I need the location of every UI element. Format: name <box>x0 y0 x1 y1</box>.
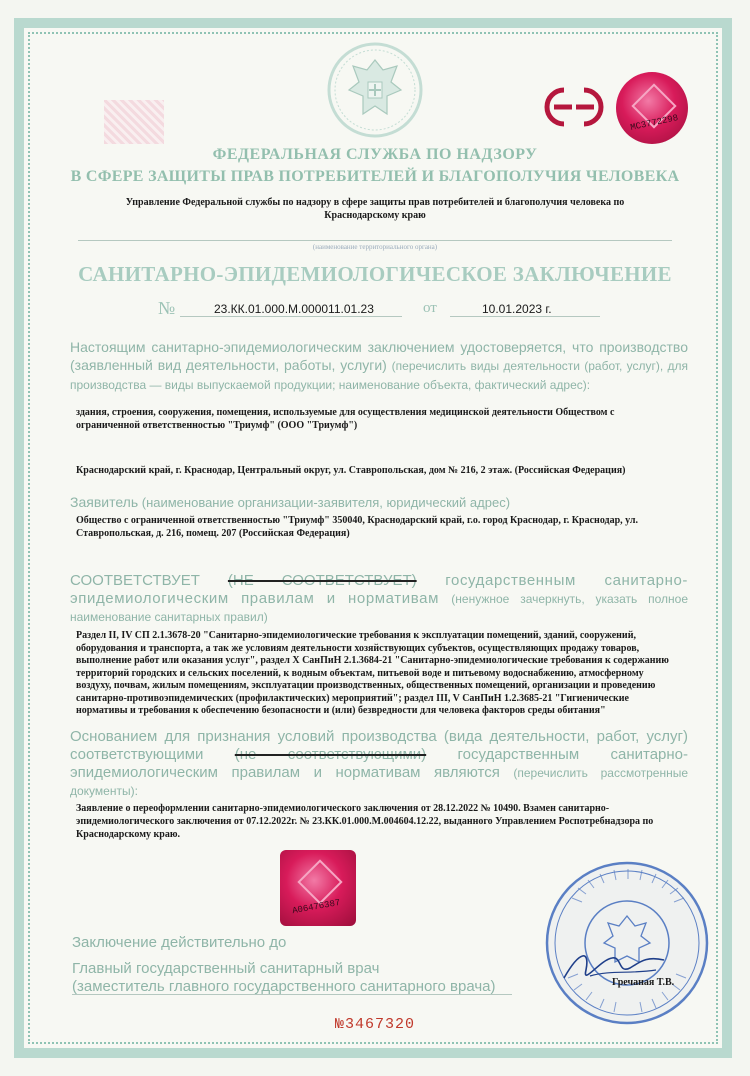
hologram-number: МС3772298 <box>629 113 680 133</box>
basis-statement <box>70 728 688 800</box>
form-serial-number: №3467320 <box>334 1016 415 1033</box>
valid-until-label: Заключение действительно до <box>72 934 287 951</box>
hologram-number-bottom: А06476387 <box>291 897 342 917</box>
signer-name: Гречаная Т.В. <box>612 977 675 988</box>
coat-of-arms-emblem <box>325 40 425 140</box>
intro-note: (перечислить виды деятельности (работ, услуг), для производства — виды выпускаемой продукции; наименование объекта, фактический адрес): <box>70 359 688 392</box>
number-label: № <box>158 298 176 318</box>
territorial-authority: Управление Федеральной службы по надзору в сфере защиты прав потребителей и благополучия человека по Краснодарскому краю <box>125 197 625 221</box>
compliance-statement <box>70 572 688 626</box>
deputy-doctor-title: (заместитель главного государственного санитарного врача) <box>72 978 496 995</box>
document-number: 23.КК.01.000.М.000011.01.23 <box>214 302 374 316</box>
applicant-value: Общество с ограниченной ответственностью "Триумф" 350040, Краснодарский край, г.о. город Краснодар, г. Краснодар, ул. Ставропольская, д. 216, помещ. 207 (Российская Федерация) <box>76 515 639 539</box>
basis-documents: Заявление о переоформлении санитарно-эпидемиологического заключения от 28.12.2022 № 10490. Взамен санитарно-эпидемиологического заключения от 07.12.2022г. № 23.КК.01.000.М.004604.12.22, выданного Управлением Роспотребнадзора по Краснодарскому краю. <box>76 803 654 840</box>
eac-mark-icon <box>540 84 608 130</box>
hologram-seal-top <box>616 72 688 144</box>
decorative-pattern <box>104 100 164 144</box>
object-description: здания, строения, сооружения, помещения, используемые для осуществления медицинской деятельности Обществом с ограниченной ответственностью "Триумф" (ООО "Триумф") <box>76 407 615 431</box>
basis-struck: (не соответствующими) <box>234 746 427 763</box>
basis-text2: государственным санитарно-эпидемиологическим правилам и нормативам являются <box>70 746 688 781</box>
applicant-heading <box>70 494 510 510</box>
date-label: от <box>423 300 437 316</box>
compliance-word: СООТВЕТСТВУЕТ <box>70 572 228 589</box>
sanitary-rules: Раздел II, IV СП 2.1.3678-20 "Санитарно-эпидемиологические требования к эксплуатации помещений, зданий, сооружений, оборудования и транспорта, а так же условиям деятельности хозяйствующих субъектов, осуществляющих продажу товаров, выполнение работ или оказания услуг", раздел X СанПиН 2.1.3684-21 "Санитарно-эпидемиологические требования к содержанию территорий городских и сельских поселений, к водным объектам, питьевой воде и питьевому водоснабжению, атмосферному воздуху, почвам, жилым помещениям, эксплуатации производственных, общественных помещений, организации и проведению санитарно-противоэпидемических (профилактических) мероприятий"; раздел III, V СанПиН 1.2.3685-21 "Гигиенические нормативы и требования к обеспечению безопасности и (или) безвредности для человека факторов среды обитания" <box>76 630 669 716</box>
number-underline <box>180 316 402 317</box>
agency-title-line1: ФЕДЕРАЛЬНАЯ СЛУЖБА ПО НАДЗОРУ <box>212 146 538 163</box>
compliance-note: (ненужное зачеркнуть, указать полное наименование санитарных правил) <box>70 592 689 624</box>
agency-title-line2: В СФЕРЕ ЗАЩИТЫ ПРАВ ПОТРЕБИТЕЛЕЙ И БЛАГОПОЛУЧИЯ ЧЕЛОВЕКА <box>70 168 680 185</box>
authority-caption: (наименование территориального органа) <box>312 243 438 251</box>
document-title: САНИТАРНО-ЭПИДЕМИОЛОГИЧЕСКОЕ ЗАКЛЮЧЕНИЕ <box>78 262 672 286</box>
signature-underline <box>72 994 512 995</box>
basis-text1: Основанием для признания условий производства (вида деятельности, работ, услуг) соответствующими <box>70 728 688 763</box>
hologram-seal-bottom <box>280 850 356 926</box>
authority-underline <box>78 240 672 241</box>
compliance-struck: (НЕ СООТВЕТСТВУЕТ) <box>227 572 417 589</box>
date-underline <box>450 316 600 317</box>
object-address: Краснодарский край, г. Краснодар, Центральный округ, ул. Ставропольская, дом № 216, 2 этаж. (Российская Федерация) <box>76 465 626 476</box>
document-date: 10.01.2023 г. <box>482 302 552 316</box>
applicant-note: (наименование организации-заявителя, юридический адрес) <box>138 495 511 510</box>
compliance-rest: государственным санитарно-эпидемиологическим правилам и нормативам <box>70 572 688 607</box>
chief-doctor-title: Главный государственный санитарный врач <box>72 960 380 977</box>
certification-intro: Настоящим санитарно-эпидемиологическим заключением удостоверяется, что производство (заявленный вид деятельности, работы, услуги) (перечислить виды деятельности (работ, услуг), для производства — виды выпускаемой продукции; наименование объекта, фактический адрес): <box>70 339 688 392</box>
basis-note: (перечислить рассмотренные документы): <box>70 766 689 798</box>
applicant-label: Заявитель <box>70 494 139 510</box>
